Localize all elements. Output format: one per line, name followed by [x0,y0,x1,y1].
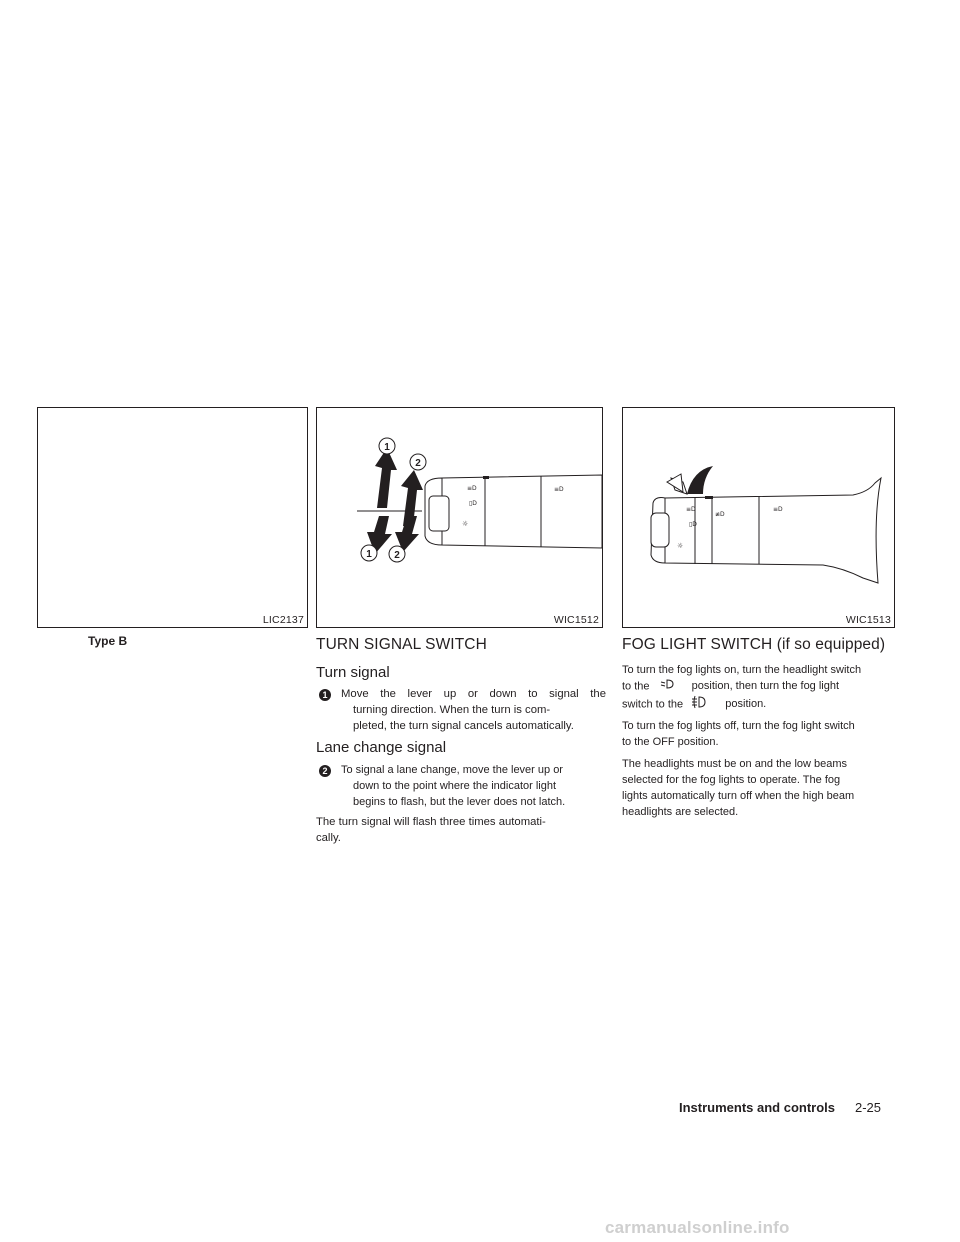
rotate-arrow-icon [667,466,713,494]
svg-text:≡D: ≡D [467,485,477,492]
subheading-lane-change: Lane change signal [316,739,447,756]
item-2-text: To signal a lane change, move the lever up or down to the point where the indicator light begins to flash, but the lever does not latch. [341,764,566,808]
section-heading-fog-light: FOG LIGHT SWITCH (if so equipped) [622,636,886,653]
fog-paragraph-1: To turn the fog lights on, turn the headlight switch to the position, then turn the fog light switch to the position. [622,662,897,714]
turn-signal-note: The turn signal will flash three times automati- cally. [316,816,546,844]
callout-2-up: 2 [415,458,421,469]
figure-code: WIC1512 [553,614,599,626]
figure-fog-light [622,407,895,628]
svg-text:☼: ☼ [677,542,684,550]
callout-1-up: 1 [384,442,390,453]
figure-turn-signal [316,407,603,628]
page-number: 2-25 [855,1100,882,1115]
footer-section-title: Instruments and controls [679,1100,836,1115]
turn-signal-lever-illustration [317,408,604,629]
figure-caption: Type B [88,634,128,648]
item-1-text: Move the lever up or down to signal the turning direction. When the turn is com- pleted, the turn signal cancels automatically. [341,688,606,732]
fog-light-icon [686,695,712,714]
section-heading-turn-signal: TURN SIGNAL SWITCH [316,636,487,653]
item-number-2: 2 [319,765,331,777]
subheading-turn-signal: Turn signal [316,664,390,681]
svg-text:≡D: ≡D [686,506,696,513]
figure-type-b [37,407,308,628]
svg-text:▯D: ▯D [469,500,477,507]
figure-code: WIC1513 [845,614,891,626]
fog-paragraph-2: To turn the fog lights off, turn the fog light switch to the OFF position. [622,720,855,748]
watermark: carmanualsonline.info [605,1218,790,1237]
item-number-1: 1 [319,689,331,701]
low-beam-icon [653,678,679,695]
fog-light-lever-illustration [623,408,896,629]
callout-2-down: 2 [394,550,400,561]
fog-paragraph-3: The headlights must be on and the low beams selected for the fog lights to operate. The fog lights automatically turn off when the high beam headlights are selected. [622,758,855,818]
svg-text:≡D: ≡D [773,506,783,513]
svg-text:≢D: ≢D [715,511,725,518]
figure-code: LIC2137 [262,614,304,626]
svg-text:☼: ☼ [462,520,469,528]
callout-1-down: 1 [366,549,372,560]
svg-text:≡D: ≡D [554,486,564,493]
svg-text:▯D: ▯D [689,521,697,528]
